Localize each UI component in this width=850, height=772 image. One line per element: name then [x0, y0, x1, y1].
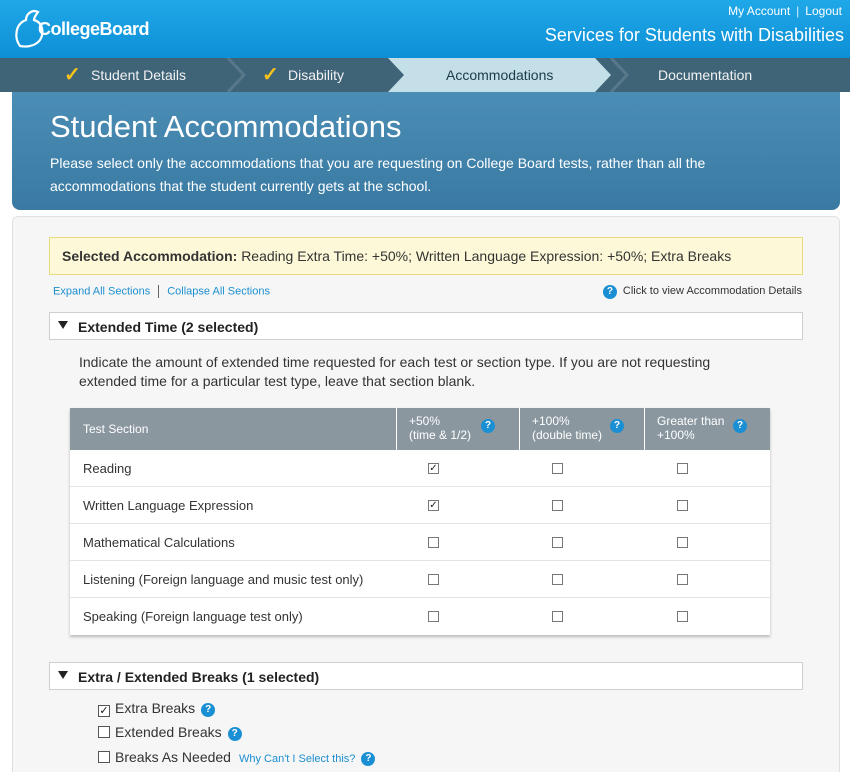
help-icon[interactable]: ? [603, 285, 617, 299]
extended-time-table [70, 408, 770, 635]
test-section-name: Written Language Expression [83, 498, 254, 513]
p100-checkbox[interactable] [552, 574, 563, 585]
p100-checkbox[interactable] [552, 537, 563, 548]
col-header-test-section: Test Section [83, 422, 149, 436]
section-toggle-links [53, 285, 270, 298]
page-subtitle: Please select only the accommodations that you are requesting on College Board tests, rather than all the accommodations that the student currently gets at the school. [50, 155, 706, 194]
page-banner [12, 92, 840, 210]
section-title: Extended Time (2 selected) [78, 319, 259, 335]
col-header-plus50 [396, 408, 520, 450]
why-cant-select-link[interactable]: Why Can't I Select this? [238, 753, 356, 765]
step-navigation [0, 58, 850, 92]
step-label: Disability [288, 67, 345, 83]
table-row [70, 598, 770, 635]
extended-time-section-header[interactable] [49, 312, 803, 340]
gt-checkbox[interactable] [677, 500, 688, 511]
help-icon[interactable]: ? [733, 419, 747, 433]
gt-checkbox[interactable] [677, 574, 688, 585]
table-header [70, 408, 770, 450]
p100-checkbox[interactable] [552, 500, 563, 511]
test-section-name: Mathematical Calculations [83, 535, 235, 550]
extended-time-instructions: Indicate the amount of extended time requested for each test or section type. If you are not requesting extended time for a particular test type, leave that section blank. [79, 354, 711, 389]
col-header-plus100 [519, 408, 643, 450]
collegeboard-logo[interactable] [12, 6, 162, 50]
logout-link[interactable]: Logout [805, 4, 842, 18]
breaks-as-needed-checkbox[interactable] [98, 751, 110, 763]
selected-accommodation-banner [49, 237, 803, 275]
logo-text: CollegeBoard [38, 19, 150, 39]
section-title: Extra / Extended Breaks (1 selected) [78, 669, 320, 685]
accommodation-details-hint [603, 285, 802, 299]
option-label: Extra Breaks [115, 700, 196, 716]
selected-value: Reading Extra Time: +50%; Written Language Expression: +50%; Extra Breaks [241, 248, 732, 264]
details-hint-text: Click to view Accommodation Details [622, 285, 802, 297]
p50-checkbox[interactable]: ✓ [429, 463, 438, 474]
step-label: Documentation [658, 67, 753, 83]
my-account-link[interactable]: My Account [728, 4, 791, 18]
service-title: Services for Students with Disabilities [544, 25, 844, 45]
gt-checkbox[interactable] [677, 463, 688, 474]
col-header-line: (time & 1/2) [409, 428, 472, 442]
top-bar [0, 0, 850, 58]
step-label: Accommodations [446, 67, 554, 83]
help-icon[interactable]: ? [481, 419, 495, 433]
option-label: Extended Breaks [115, 724, 222, 740]
test-section-name: Listening (Foreign language and music test only) [83, 572, 364, 587]
account-links [728, 4, 842, 18]
collapse-triangle-icon [58, 321, 68, 329]
breaks-as-needed-option [98, 749, 375, 766]
col-header-line: Greater than [657, 414, 725, 428]
p50-checkbox[interactable] [428, 574, 439, 585]
link-divider [158, 285, 159, 298]
table-row [70, 487, 770, 524]
expand-all-link[interactable]: Expand All Sections [53, 285, 151, 298]
table-row [70, 561, 770, 598]
table-row [70, 450, 770, 487]
test-section-name: Speaking (Foreign language test only) [83, 609, 303, 624]
gt-checkbox[interactable] [677, 611, 688, 622]
breaks-section-header[interactable] [49, 662, 803, 690]
page-title: Student Accommodations [50, 109, 402, 144]
table-body [70, 450, 770, 635]
col-header-line: (double time) [532, 428, 603, 442]
col-header-greater-than [644, 408, 768, 450]
collapse-all-link[interactable]: Collapse All Sections [167, 285, 270, 298]
p100-checkbox[interactable] [552, 611, 563, 622]
help-icon[interactable]: ? [228, 727, 242, 741]
help-icon[interactable]: ? [361, 752, 375, 766]
checkmark-icon: ✓ [64, 64, 81, 86]
p100-checkbox[interactable] [552, 463, 563, 474]
test-section-name: Reading [83, 461, 132, 476]
extended-breaks-checkbox[interactable] [98, 726, 110, 738]
extra-breaks-option [98, 700, 215, 717]
extra-breaks-checkbox[interactable]: ✓ [99, 705, 109, 717]
table-row [70, 524, 770, 561]
collapse-triangle-icon [58, 671, 68, 679]
selected-label: Selected Accommodation: [62, 248, 238, 264]
step-documentation[interactable] [658, 58, 752, 92]
p50-checkbox[interactable] [428, 611, 439, 622]
step-accommodations[interactable] [388, 58, 610, 92]
account-separator: | [796, 4, 800, 18]
gt-checkbox[interactable] [677, 537, 688, 548]
option-label: Breaks As Needed [115, 749, 231, 765]
step-label: Student Details [91, 67, 186, 83]
help-icon[interactable]: ? [610, 419, 624, 433]
extended-breaks-option [98, 724, 242, 741]
col-header-line: +100% [657, 428, 695, 442]
help-icon[interactable]: ? [201, 703, 215, 717]
col-header-line: +50% [409, 414, 441, 428]
selected-accommodation-text [62, 248, 731, 264]
checkmark-icon: ✓ [262, 64, 279, 86]
col-header-line: +100% [532, 414, 570, 428]
p50-checkbox[interactable] [428, 537, 439, 548]
p50-checkbox[interactable]: ✓ [429, 500, 438, 511]
